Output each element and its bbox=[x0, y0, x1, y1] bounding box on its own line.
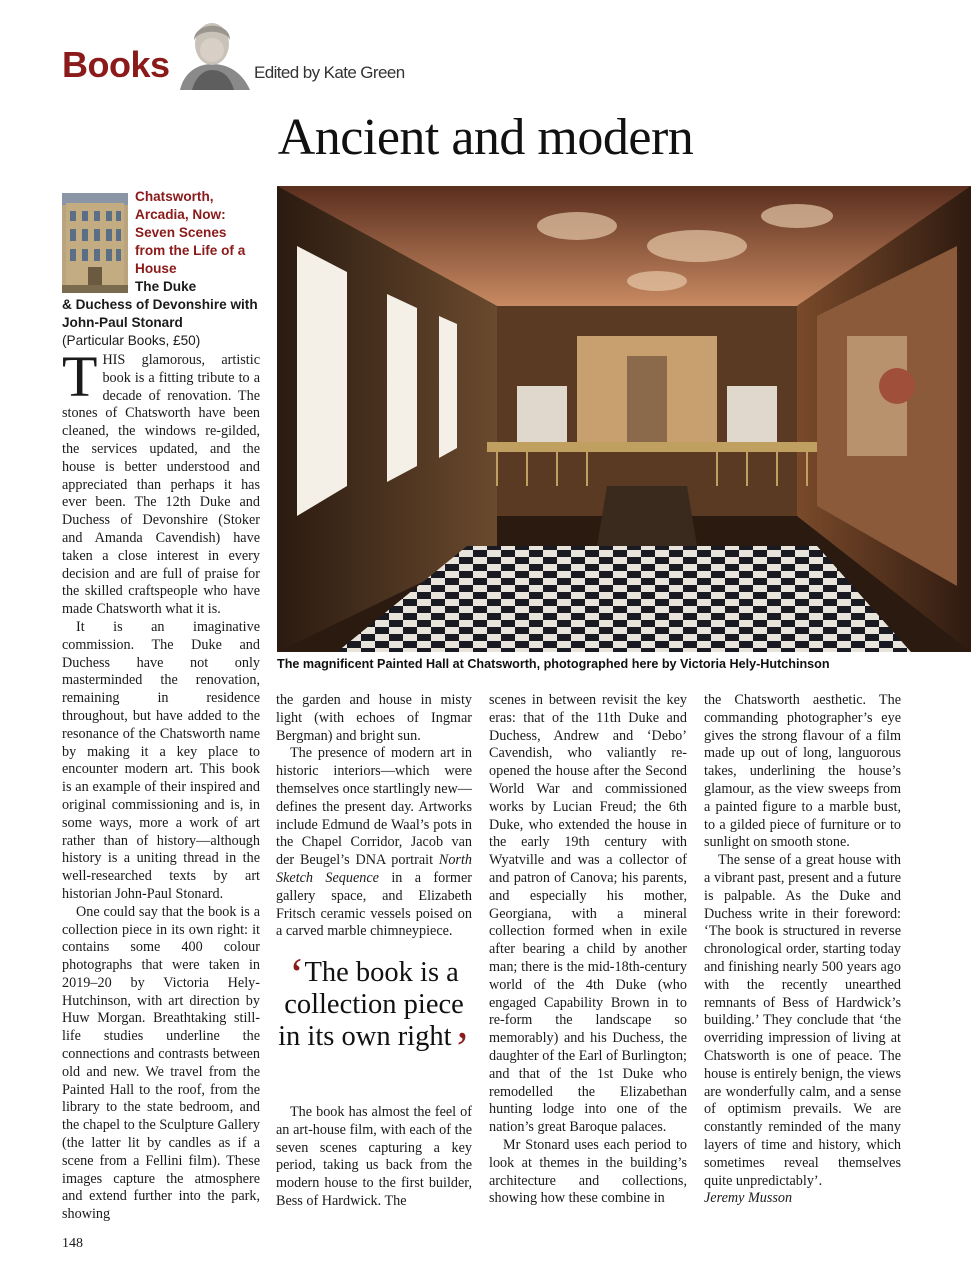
paragraph: The book has almost the feel of an art-house film, with each of the seven scenes capturing a key period, taking us back from the modern house to the first builder, Bess of Hardwick. The bbox=[276, 1104, 472, 1209]
page-number: 148 bbox=[62, 1236, 83, 1251]
paragraph: Mr Stonard uses each period to look at themes in the building’s architecture and collections, showing how these combine in bbox=[489, 1136, 687, 1207]
article-column-1 bbox=[62, 344, 260, 1224]
article-column-2 bbox=[276, 692, 472, 941]
editor-portrait-image bbox=[170, 14, 254, 90]
close-quote-mark: ’ bbox=[454, 1022, 470, 1073]
paragraph: The sense of a great house with a vibrant past, present and a future is palpable. As the Duke and Duchess write in their foreword: ‘The book is structured in reverse chronological order, starting today and finishing nearly 500 years ago with the recently unearthed remnants of Bess of Hardwick’s building.’ They conclude that ‘the overriding impression of living at Chatsworth is one of peace. The house is entirely benign, the views are wonderfully calm, and a sense of optimism prevails. We are constantly reminded of the many layers of time and history, which sometimes reveal themselves quite unpredictably’. bbox=[704, 852, 901, 1189]
photo-caption: The magnificent Painted Hall at Chatsworth, photographed here by Victoria Hely-Hutchinson bbox=[277, 657, 830, 671]
paragraph: One could say that the book is a collection piece in its own right: it contains some 400 colour photographs that were taken in 2019–20 by Victoria Hely-Hutchinson, with art direction by Huw Morgan. Breathtaking still-life studies underline the connections and contrasts between old and new. We travel from the Painted Hall to the roof, from the library to the state bedroom, and the chapel to the Sculpture Gallery (the latter lit by candles as if a scene from a Fellini film). These images capture the atmosphere and extend further into the park, showing bbox=[62, 903, 260, 1223]
section-label: Books bbox=[62, 44, 170, 85]
paragraph-text: The presence of modern art in historic interiors—which were themselves once startlingly new—defines the present day. Artworks include Edmund de Waal’s pots in the Chapel Corridor, Jacob van der Beugel’s DNA portrait bbox=[276, 745, 472, 869]
book-authors-line2: & Duchess of Devonshire with John-Paul Stonard bbox=[62, 297, 258, 330]
paragraph: It is an imaginative commission. The Duke and Duchess have not only masterminded the renovation, remaining in residence throughout, but have added to the resonance of the Chatsworth name by making it a key place to encounter modern art. This book is an example of their inspired and original commissioning and is, in some ways, more a work of art rather than of history—although history is a uniting thread in the well-researched texts by art historian John-Paul Stonard. bbox=[62, 618, 260, 902]
painted-hall-photo bbox=[277, 186, 971, 652]
book-details bbox=[62, 188, 260, 350]
editor-credit: Edited by Kate Green bbox=[254, 63, 405, 82]
author-byline: Jeremy Musson bbox=[704, 1190, 793, 1207]
drop-cap: T bbox=[62, 344, 98, 409]
book-title: Chatsworth, Arcadia, Now: Seven Scenes from the Life of a House bbox=[135, 189, 246, 276]
headline: Ancient and modern bbox=[277, 109, 694, 166]
paragraph bbox=[62, 344, 260, 619]
article-column-4 bbox=[704, 692, 901, 1208]
paragraph: scenes in between revisit the key eras: that of the 11th Duke and Duchess, Andrew and ‘Debo’ Cavendish, who valiantly re-opened the house after the Second World War and commissioned works by Lucian Freud; the 6th Duke, who extended the house in the early 19th century with Wyatville and was a collector of and patron of Canova; his parents, and especially his mother, Georgiana, with a mineral collection formed when in exile after bearing a child by another man; there is the mid-18th-century world of the 4th Duke (who engaged Capability Brown in to re-form the landscape so memorably) and his Duchess, the daughter of the Earl of Burlington; and that of the 1st Duke who remodelled the Elizabethan hunting lodge into one of the nation’s great Baroque palaces. bbox=[489, 692, 687, 1136]
book-authors-line1: The Duke bbox=[135, 279, 197, 294]
article-column-3 bbox=[489, 692, 687, 1208]
pull-quote bbox=[276, 948, 472, 1073]
book-publisher: (Particular Books, £50) bbox=[62, 333, 201, 348]
open-quote-mark: ‘ bbox=[289, 948, 305, 999]
paragraph: the Chatsworth aesthetic. The commanding photographer’s eye gives the strong flavour of a film made up out of long, languorous takes, underlining the house’s glamour, as the view sweeps from a painted figure to a marble bust, to a gilded piece of furniture or to sunlight on smooth stone. bbox=[704, 692, 901, 851]
paragraph-text: HIS glamorous, artistic book is a fitting tribute to a decade of renovation. The stones of Chatsworth have been cleaned, the windows re-gilded, the services updated, and the house is better understood and appreciated than perhaps it has ever been. The 12th Duke and Duchess of Devonshire (Stoker and Amanda Cavendish) have taken a close interest in every decision and are full of praise for the skilled craftspeople who have made Chatsworth what it is. bbox=[62, 352, 260, 618]
article-column-2-continued bbox=[276, 1104, 472, 1211]
artwork-title: North Sketch Sequence bbox=[276, 852, 472, 886]
book-authors bbox=[62, 278, 260, 332]
paragraph bbox=[276, 745, 472, 941]
paragraph-text: in a former gallery space, and Elizabeth Fritsch ceramic vessels poised on a carved marble chimneypiece. bbox=[276, 869, 472, 940]
paragraph: the garden and house in misty light (with echoes of Ingmar Bergman) and bright sun. bbox=[276, 692, 472, 744]
pull-quote-text: The book is a collection piece in its own right bbox=[278, 957, 464, 1052]
